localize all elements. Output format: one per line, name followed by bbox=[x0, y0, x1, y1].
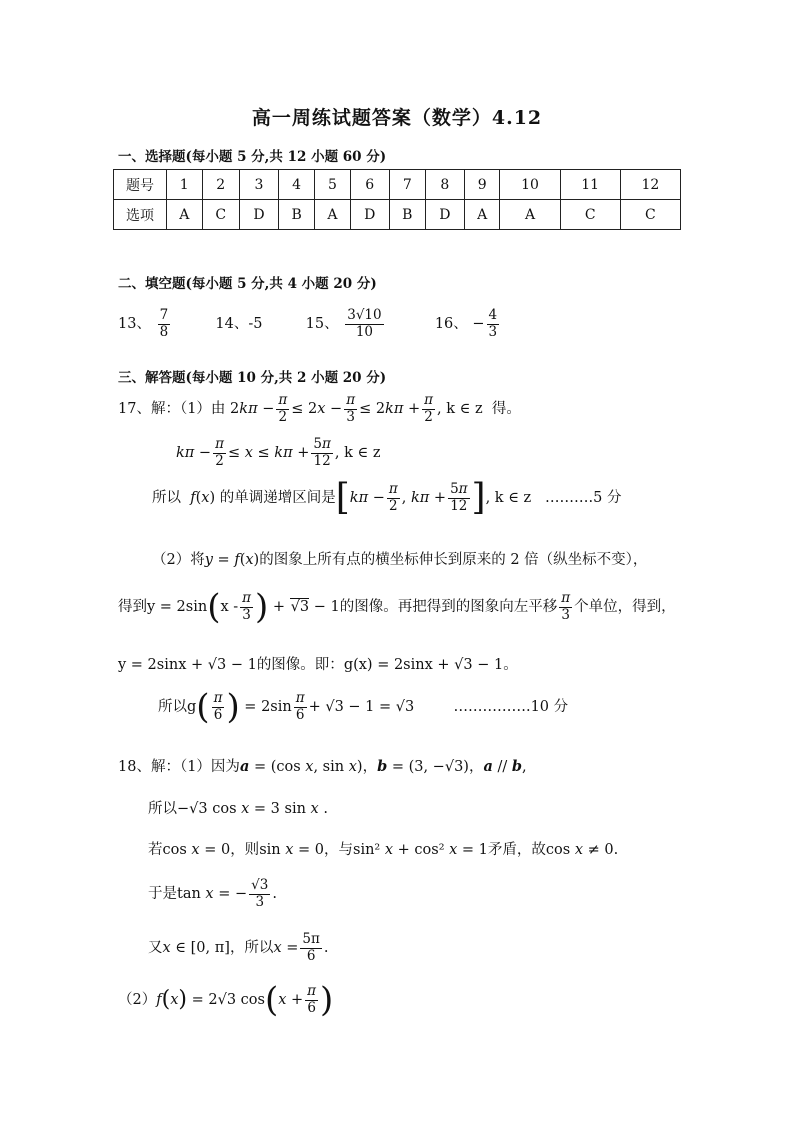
answer-cell: C bbox=[202, 200, 239, 230]
row-label-answer: 选项 bbox=[114, 200, 167, 230]
q17-line2: kπ − $\frac{\pi}{2}$ ≤ x ≤ kπ + $\frac{5\pi}{12}$ , k ∈ z bbox=[176, 436, 381, 469]
q17-line5: 得到y = 2sin(x - $\frac{\pi}{3}$ ) + √3 − 1的图像。再把得到的图象向左平移 $\frac{\pi}{3}$ 个单位，得到， bbox=[118, 587, 676, 627]
q18-line2: 所以−√3 cos x = 3 sin x . bbox=[148, 801, 328, 817]
q17-mono-text: 的单调递增区间是 bbox=[219, 490, 336, 506]
q13-label: 13、 bbox=[118, 316, 151, 333]
table-row bbox=[114, 200, 681, 230]
answer-cell: A bbox=[315, 200, 351, 230]
q17-score-10: …………….10 分 bbox=[453, 699, 569, 715]
answer-cell: B bbox=[389, 200, 425, 230]
question-number: 6 bbox=[350, 170, 389, 200]
q18-you: 又 bbox=[148, 940, 163, 957]
q17-part2: （2）将 bbox=[152, 552, 205, 568]
q18-so2: ，所以 bbox=[229, 940, 274, 957]
answer-cell: A bbox=[500, 200, 560, 230]
question-number: 3 bbox=[239, 170, 278, 200]
question-number: 11 bbox=[560, 170, 620, 200]
answer-cell: A bbox=[167, 200, 203, 230]
question-number: 7 bbox=[389, 170, 425, 200]
q18-intro: 18、解：（1）因为 bbox=[118, 759, 240, 775]
section-choice-heading: 一、选择题(每小题 5 分,共 12 小题 60 分) bbox=[118, 149, 387, 165]
q17-got-to: 得到 bbox=[118, 599, 147, 615]
q18-line3: 若cos x = 0，则sin x = 0，与sin² x + cos² x = 1矛盾，故cos x ≠ 0. bbox=[148, 842, 619, 858]
fill-answers: 13、 $\frac{7}{8}$ 14、-5 15、 $\frac{3√10}{10}$ 16、 − $\frac{4}{3}$ bbox=[118, 307, 498, 340]
q18-part2: （2） bbox=[118, 992, 157, 1008]
q18-with: ，与 bbox=[324, 842, 353, 858]
q17-so: 所以 bbox=[152, 490, 181, 506]
question-number: 12 bbox=[620, 170, 680, 200]
q18-line6: （2）f(x) = 2√3 cos(x + $\frac{\pi}{6}$ ) bbox=[118, 980, 334, 1020]
q17-line7: 所以g( $\frac{\pi}{6}$ ) = 2sin $\frac{\pi}{6}$ + √3 − 1 = √3 …………….10 分 bbox=[158, 687, 569, 727]
question-number: 9 bbox=[464, 170, 500, 200]
q18-if: 若 bbox=[148, 842, 163, 858]
q17-line3: 所以 f(x) 的单调递增区间是[kπ − $\frac{\pi}{2}$ , kπ + $\frac{5\pi}{12}$ ], k ∈ z ……….5 分 bbox=[152, 477, 622, 518]
question-number: 10 bbox=[500, 170, 560, 200]
question-number: 8 bbox=[425, 170, 464, 200]
q17-line1: 17、解：（1）由 2kπ − $\frac{\pi}{2}$ ≤ 2x − $\frac{\pi}{3}$ ≤ 2kπ + $\frac{\pi}{2}$ , k ∈ z 得。 bbox=[118, 392, 521, 425]
q17-intro: 17、解：（1）由 bbox=[118, 401, 226, 418]
q18-line4: 于是tan x = − $\frac{√3}{3}$ . bbox=[148, 877, 277, 910]
q18-line1: 18、解：（1）因为a = (cos x, sin x)，b = (3, −√3)，a // b, bbox=[118, 758, 527, 775]
answer-cell: C bbox=[560, 200, 620, 230]
q17-part2-text: 的图象上所有点的横坐标伸长到原来的 2 倍（纵坐标不变）， bbox=[259, 552, 648, 568]
table-row bbox=[114, 170, 681, 200]
q17-img2: 的图像。即： bbox=[256, 657, 344, 673]
answer-table bbox=[113, 169, 681, 230]
answer-cell: C bbox=[620, 200, 680, 230]
q16-label: 16、 bbox=[434, 316, 468, 333]
section-fill-heading: 二、填空题(每小题 5 分,共 4 小题 20 分) bbox=[118, 276, 377, 292]
q15-label: 15、 bbox=[305, 316, 339, 333]
page-title: 高一周练试题答案（数学）4.12 bbox=[251, 107, 543, 129]
q17-img-text: 的图像。再把得到的图象向左平移 bbox=[339, 599, 558, 615]
q17-unit-text: 个单位，得到， bbox=[574, 599, 676, 615]
q18-so: 所以 bbox=[148, 801, 177, 817]
q17-suoyi: 所以 bbox=[158, 699, 187, 715]
question-number: 5 bbox=[315, 170, 351, 200]
answer-cell: D bbox=[350, 200, 389, 230]
q17-score-5: ……….5 分 bbox=[545, 490, 622, 506]
q13-fraction: $\frac{7}{8}$ bbox=[159, 307, 169, 340]
q17-line4: （2）将y = f(x)的图象上所有点的横坐标伸长到原来的 2 倍（纵坐标不变）， bbox=[152, 552, 648, 568]
q18-line5: 又x ∈ [0, π]，所以x = $\frac{5\pi}{6}$ . bbox=[148, 931, 329, 964]
answer-cell: B bbox=[279, 200, 315, 230]
q18-contra: 矛盾，故 bbox=[487, 842, 546, 858]
section-solve-heading: 三、解答题(每小题 10 分,共 2 小题 20 分) bbox=[118, 370, 387, 386]
question-number: 1 bbox=[167, 170, 203, 200]
q18-yushi: 于是 bbox=[148, 886, 177, 903]
answer-cell: D bbox=[239, 200, 278, 230]
question-number: 4 bbox=[279, 170, 315, 200]
q15-fraction: $\frac{3√10}{10}$ bbox=[347, 307, 382, 340]
q18-then: ，则 bbox=[230, 842, 260, 858]
answer-cell: D bbox=[425, 200, 464, 230]
row-label-question: 题号 bbox=[114, 170, 167, 200]
q14-answer: 14、-5 bbox=[215, 316, 263, 333]
q16-fraction: $\frac{4}{3}$ bbox=[488, 307, 498, 340]
q17-got: 得。 bbox=[491, 401, 521, 418]
q17-line6: y = 2sinx + √3 − 1的图像。即：g(x) = 2sinx + √3 − 1。 bbox=[118, 657, 518, 673]
answer-cell: A bbox=[464, 200, 500, 230]
question-number: 2 bbox=[202, 170, 239, 200]
